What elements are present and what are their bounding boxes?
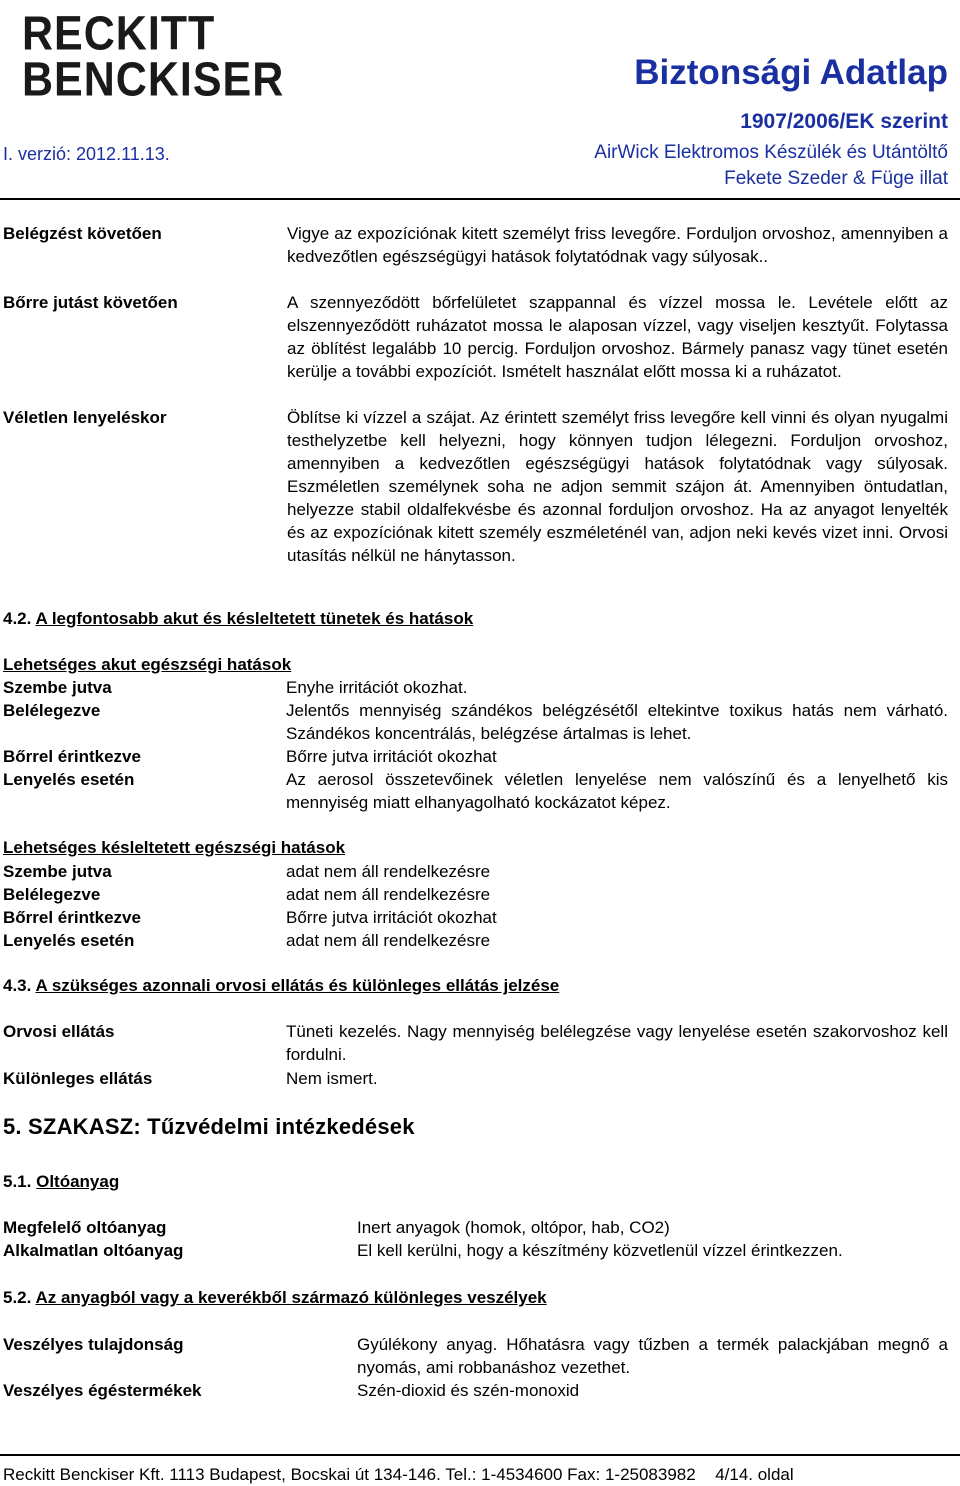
section-5-2-heading <box>3 1286 547 1309</box>
delayed-text-skin: Bőrre jutva irritációt okozhat <box>286 908 497 927</box>
section-4-2-heading <box>3 607 473 630</box>
company-logo <box>22 6 292 107</box>
suitable-media-label: Megfelelő oltóanyag <box>3 1218 167 1237</box>
suitable-media-text: Inert anyagok (homok, oltópor, hab, CO2) <box>357 1218 670 1237</box>
document-title: Biztonsági Adatlap <box>634 53 948 92</box>
acute-label-skin: Bőrrel érintkezve <box>3 747 141 766</box>
footer-address: Reckitt Benckiser Kft. 1113 Budapest, Bocskai út 134-146. Tel.: 1-4534600 Fax: 1-25083982 <box>3 1465 696 1484</box>
logo-line-1: RECKITT <box>22 6 216 61</box>
section-4-2-title: A legfontosabb akut és késleltetett tünetek és hatások <box>35 609 474 628</box>
hazard-property-text: Gyúlékony anyag. Hőhatásra vagy tűzben a termék palackjában megnő a nyomás, ami robbanáshoz vezethet. <box>357 1335 948 1377</box>
acute-effects-heading: Lehetséges akut egészségi hatások <box>3 655 292 674</box>
delayed-text-eye: adat nem áll rendelkezésre <box>286 862 491 881</box>
section-5-1-number: 5.1. <box>3 1172 32 1191</box>
acute-label-ingestion: Lenyelés esetén <box>3 770 135 789</box>
delayed-label-skin: Bőrrel érintkezve <box>3 908 141 927</box>
section-4-3-heading <box>3 974 559 997</box>
combustion-products-label: Veszélyes égéstermékek <box>3 1381 202 1400</box>
section-4-3-number: 4.3. <box>3 976 32 995</box>
first-aid-text-skin: A szennyeződött bőrfelületet szappannal és vízzel mossa le. Levétele előtt az elszennyeződött ruházatot mossa le alaposan vízzel, vagy viseljen kesztyűt. Folytassa az öblítést legalább 10 percig. Forduljon orvoshoz. Bármely panasz vagy tünet esetén kerülje a további expozíciót. Ismételt használat előtt mossa ki a ruházatot. <box>287 293 948 381</box>
page-number: 4/14. oldal <box>715 1465 794 1484</box>
section-5-title: 5. SZAKASZ: Tűzvédelmi intézkedések <box>3 1114 415 1139</box>
section-4-2-number: 4.2. <box>3 609 32 628</box>
product-name: AirWick Elektromos Készülék és Utántöltő <box>594 142 948 163</box>
regulation-label: 1907/2006/EK szerint <box>740 110 948 133</box>
section-5-1-heading <box>3 1170 119 1193</box>
acute-label-eye: Szembe jutva <box>3 678 112 697</box>
first-aid-label-skin: Bőrre jutást követően <box>3 293 178 312</box>
delayed-effects-heading: Lehetséges késleltetett egészségi hatások <box>3 838 346 857</box>
first-aid-label-inhalation: Belégzést követően <box>3 224 162 243</box>
section-4-3-title: A szükséges azonnali orvosi ellátás és különleges ellátás jelzése <box>35 976 560 995</box>
product-variant: Fekete Szeder & Füge illat <box>724 168 948 189</box>
combustion-products-text: Szén-dioxid és szén-monoxid <box>357 1381 580 1400</box>
section-5-1-title: Oltóanyag <box>36 1172 120 1191</box>
unsuitable-media-label: Alkalmatlan oltóanyag <box>3 1241 184 1260</box>
first-aid-text-ingestion: Öblítse ki vízzel a szájat. Az érintett személyt friss levegőre kell vinni és olyan nyugalmi testhelyzetbe kell helyezni, hogy könnyen tudjon lélegezni. Forduljon orvoshoz, amennyiben a kedvezőtlen egészségügyi hatások folytatódnak vagy súlyosak. Eszméletlen személynek soha ne adjon semmit szájon át. Amennyiben öntudatlan, helyezze stabil oldalfekvésbe és azonnal forduljon orvoshoz. Ha az anyagot lenyelték és az expozíciónak kitett személy eszméleténél van, adjon neki kevés vizet inni. Orvosi utasítás nélkül ne hánytasson. <box>287 408 948 565</box>
acute-text-ingestion: Az aerosol összetevőinek véletlen lenyelése nem valószínű és a lenyelhető kis mennyiség miatt elhanyagolható kockázatot képez. <box>286 770 948 812</box>
logo-line-2: BENCKISER <box>22 52 285 107</box>
medical-care-text: Tüneti kezelés. Nagy mennyiség belélegzése vagy lenyelése esetén szakorvoshoz kell fordulni. <box>286 1022 948 1064</box>
acute-text-inhalation: Jelentős mennyiség szándékos belégzésétől eltekintve toxikus hatás nem várható. Szándékos koncentrálás, belégzése ártalmas is lehet. <box>286 701 948 743</box>
footer-divider <box>0 1454 960 1456</box>
section-5-2-title: Az anyagból vagy a keverékből származó különleges veszélyek <box>35 1288 547 1307</box>
acute-text-eye: Enyhe irritációt okozhat. <box>286 678 468 697</box>
delayed-label-ingestion: Lenyelés esetén <box>3 931 135 950</box>
version-label: I. verzió: 2012.11.13. <box>3 144 170 164</box>
special-care-label: Különleges ellátás <box>3 1069 153 1088</box>
header-divider <box>0 198 960 200</box>
special-care-text: Nem ismert. <box>286 1069 378 1088</box>
section-5-2-number: 5.2. <box>3 1288 32 1307</box>
delayed-label-eye: Szembe jutva <box>3 862 112 881</box>
delayed-text-ingestion: adat nem áll rendelkezésre <box>286 931 491 950</box>
hazard-property-label: Veszélyes tulajdonság <box>3 1335 184 1354</box>
acute-text-skin: Bőrre jutva irritációt okozhat <box>286 747 497 766</box>
delayed-label-inhalation: Belélegezve <box>3 885 101 904</box>
medical-care-label: Orvosi ellátás <box>3 1022 115 1041</box>
first-aid-text-inhalation: Vigye az expozíciónak kitett személyt friss levegőre. Forduljon orvoshoz, amennyiben a kedvezőtlen egészségügyi hatások folytatódnak vagy súlyosak.. <box>287 224 948 266</box>
first-aid-label-ingestion: Véletlen lenyeléskor <box>3 408 167 427</box>
unsuitable-media-text: El kell kerülni, hogy a készítmény közvetlenül vízzel érintkezzen. <box>357 1241 843 1260</box>
acute-label-inhalation: Belélegezve <box>3 701 101 720</box>
delayed-text-inhalation: adat nem áll rendelkezésre <box>286 885 491 904</box>
